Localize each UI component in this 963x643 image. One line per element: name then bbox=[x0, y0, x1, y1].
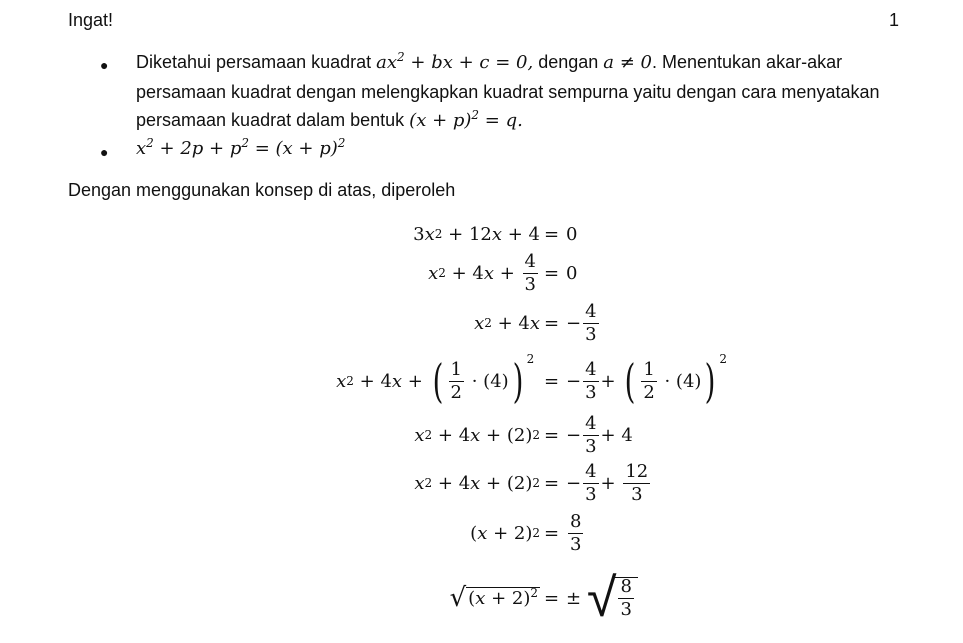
equation-lhs: x 2 + 4 x bbox=[474, 312, 540, 334]
fraction-8-3: $\frac{8}{3}$ bbox=[570, 510, 582, 555]
equals-sign: = bbox=[544, 370, 560, 392]
equation-row-1 bbox=[0, 214, 963, 254]
bullet-item-1-line-2: persamaan kuadrat dengan melengkapkan kuadrat sempurna yaitu dengan cara menyatakan bbox=[136, 82, 880, 102]
fraction-4-3: $\frac{4}{3}$ bbox=[585, 412, 597, 457]
square-root-lhs: √ $(x + 2)^2$ bbox=[449, 583, 538, 613]
equation-row-6 bbox=[0, 460, 963, 505]
fraction-1-2: $\frac{1}{2}$ bbox=[450, 358, 462, 403]
equals-sign: = bbox=[544, 587, 560, 609]
equation-row-3 bbox=[0, 300, 963, 345]
bullet-text: dengan bbox=[533, 52, 604, 72]
fraction-4-3: $\frac{4}{3}$ bbox=[524, 250, 536, 295]
equals-sign: = bbox=[544, 312, 560, 334]
bullet-text: . Menentukan akar-akar bbox=[651, 52, 843, 72]
fraction-4-3: $\frac{4}{3}$ bbox=[585, 358, 597, 403]
square-root-rhs bbox=[586, 566, 638, 629]
equation-lhs: 3 x 2 + 12 x + 4 bbox=[413, 223, 540, 245]
fraction-8-3: $\frac{8}{3}$ bbox=[620, 576, 632, 620]
bullet-item-1-line-1 bbox=[136, 52, 842, 73]
equation-lhs: x 2 + 4 x + (2) 2 bbox=[414, 472, 540, 494]
bullet-icon: ● bbox=[100, 57, 109, 73]
equation-rhs: ± √ $\frac{8}{3}$ bbox=[566, 571, 638, 625]
math-a-neq-0: a ≠ 0 bbox=[603, 52, 652, 73]
equation-rhs: − $\frac{4}{3}$ + ( $\frac{1}{2}$ · (4) ) 2 bbox=[566, 352, 728, 408]
equals-sign: = bbox=[544, 223, 560, 245]
equals-sign: = bbox=[544, 424, 560, 446]
equation-row-4 bbox=[0, 352, 963, 408]
equation-lhs bbox=[450, 585, 540, 611]
equation-rhs bbox=[566, 510, 585, 555]
equals-sign: = bbox=[544, 472, 560, 494]
equals-sign: = bbox=[544, 262, 560, 284]
math-completed-square-form: $(x + p)^2 = q$. bbox=[409, 108, 523, 131]
equation-row-8 bbox=[0, 566, 963, 629]
equation-lhs: x 2 + 4 x + (2) 2 bbox=[414, 424, 540, 446]
bullet-text: persamaan kuadrat dalam bentuk bbox=[136, 110, 410, 130]
equation-rhs: 0 bbox=[566, 223, 578, 245]
fraction-4-3: $\frac{4}{3}$ bbox=[585, 300, 597, 345]
equation-lhs: ( x + 2) 2 bbox=[470, 522, 540, 544]
equation-lhs: x 2 + 4 x + ( $\frac{1}{2}$ · (4) ) 2 bbox=[336, 352, 535, 408]
equation-rhs: 0 bbox=[566, 262, 578, 284]
sqrt-icon: √ bbox=[449, 583, 467, 613]
equals-sign: = bbox=[544, 522, 560, 544]
equation-row-5 bbox=[0, 412, 963, 457]
equation-rhs: − $\frac{4}{3}$ bbox=[566, 300, 597, 345]
equation-rhs: − $\frac{4}{3}$ + 4 bbox=[566, 412, 633, 457]
fraction-1-2: $\frac{1}{2}$ bbox=[643, 358, 655, 403]
page-number: 1 bbox=[889, 10, 900, 30]
bullet-icon: ● bbox=[100, 144, 109, 160]
equation-rhs: − $\frac{4}{3}$ + $\frac{12}{3}$ bbox=[566, 460, 649, 505]
intro-text: Dengan menggunakan konsep di atas, diperoleh bbox=[68, 180, 456, 200]
bullet-item-1-line-3 bbox=[136, 110, 523, 131]
equation-row-7 bbox=[0, 510, 963, 555]
equation-lhs: x 2 + 4 x + $\frac{4}{3}$ bbox=[428, 250, 536, 295]
sqrt-icon: √ bbox=[586, 566, 617, 629]
math-general-quadratic: $ax^2$ + bx + c = 0, bbox=[376, 50, 534, 73]
equation-row-2 bbox=[0, 250, 963, 295]
bullet-text: Diketahui persamaan kuadrat bbox=[136, 52, 377, 72]
fraction-4-3: $\frac{4}{3}$ bbox=[585, 460, 597, 505]
heading-ingat: Ingat! bbox=[68, 10, 114, 30]
bullet-item-2-math: $x^2 + 2p + p^2 = (x + p)^2$ bbox=[136, 136, 346, 159]
fraction-12-3: $\frac{12}{3}$ bbox=[625, 460, 649, 505]
